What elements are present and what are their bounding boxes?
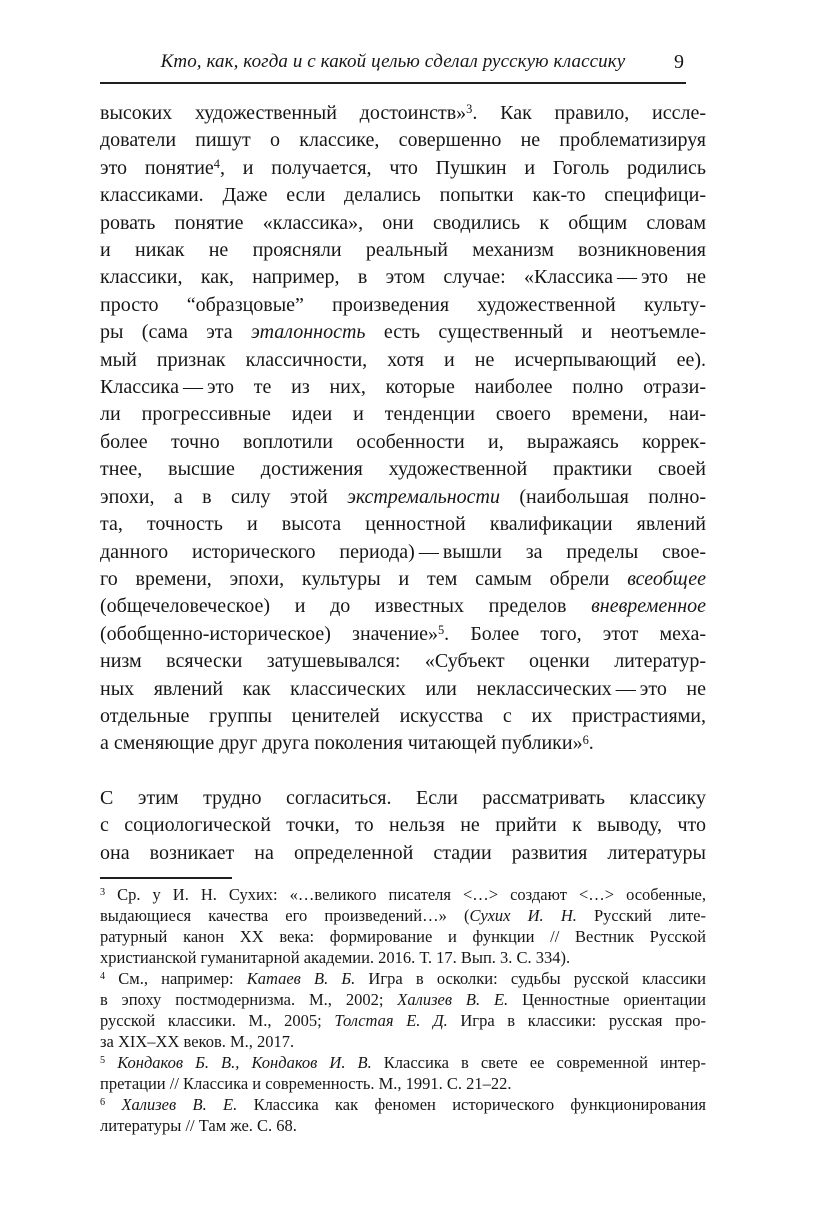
text-segment: за XIX–XX веков. М., 2017.	[100, 1032, 295, 1051]
text-segment	[105, 1095, 121, 1114]
footnote-reference: 5	[100, 1055, 106, 1067]
text-segment: та, точность и высота ценностной квалификации явлений	[100, 513, 706, 536]
emphasis-text: Кондаков Б. В., Кондаков И. В.	[117, 1053, 372, 1072]
text-segment	[105, 1053, 117, 1072]
footnote-reference: 3	[466, 102, 473, 117]
emphasis-text: Хализев В. Е.	[121, 1095, 238, 1114]
body-text-line	[100, 155, 706, 182]
paragraph	[100, 785, 706, 867]
text-segment: низм всячески затушевывался: «Субъект оценки литератур-	[100, 650, 706, 673]
text-segment: претации // Классика и современность. М., 1991. С. 21–22.	[100, 1074, 512, 1093]
body-text-line	[100, 456, 706, 483]
body-text-line	[100, 319, 706, 346]
text-segment: .	[588, 732, 594, 755]
footnote-line	[100, 1031, 706, 1052]
body-text-line	[100, 292, 706, 319]
text-segment: ровать понятие «классика», они сводились к общим словам	[100, 211, 706, 234]
text-segment: христианской гуманитарной академии. 2016. Т. 17. Вып. 3. С. 334).	[100, 948, 571, 967]
body-text-line	[100, 621, 706, 648]
footnote-item	[100, 968, 706, 1052]
footnote-reference: 3	[100, 887, 106, 899]
body-text-line	[100, 593, 706, 620]
emphasis-text: экстремальности	[347, 485, 501, 508]
body-text-line	[100, 127, 706, 154]
text-segment: Ср. у И. Н. Сухих: «…великого писателя <…> создают <…> особенные,	[105, 885, 706, 904]
running-header	[100, 50, 686, 84]
footnote-reference: 6	[100, 1097, 106, 1109]
emphasis-text: Сухих И. Н.	[469, 906, 577, 925]
text-segment: высоких художественный достоинств»	[100, 102, 467, 124]
body-text-line	[100, 703, 706, 730]
body-text-line	[100, 648, 706, 675]
emphasis-text: Катаев В. Б.	[246, 969, 356, 988]
text-segment: ры (сама эта	[100, 321, 252, 344]
footnote-reference: 6	[582, 732, 589, 747]
page-number: 9	[674, 51, 684, 73]
body-text-line	[100, 429, 706, 456]
footnote-list	[100, 884, 706, 1136]
body-text-line	[100, 182, 706, 209]
body-text-line	[100, 100, 706, 127]
emphasis-text: эталонность	[251, 321, 366, 344]
text-segment: ных явлений как классических или неклассических — это не	[100, 677, 706, 700]
footnote-separator-rule	[100, 877, 232, 879]
footnote-line	[100, 1073, 706, 1094]
text-segment: (наибольшая полно-	[500, 485, 707, 508]
text-segment: отдельные группы ценителей искусства с их пристрастиями,	[100, 704, 706, 727]
body-text-line	[100, 539, 706, 566]
text-segment: . Более того, этот меха-	[444, 622, 707, 645]
text-segment: Игра в осколки: судьбы русской классики	[355, 969, 706, 988]
text-segment: это понятие	[100, 156, 214, 179]
body-text	[100, 100, 706, 867]
emphasis-text: Хализев В. Е.	[397, 990, 509, 1009]
footnote-reference: 5	[437, 623, 445, 638]
text-segment: данного исторического периода) — вышли за пределы свое-	[100, 540, 706, 563]
body-text-line	[100, 812, 706, 839]
body-text-line	[100, 374, 706, 401]
body-text-line	[100, 566, 706, 593]
text-segment: Классика как феномен исторического функционирования	[237, 1095, 706, 1114]
body-text-line	[100, 511, 706, 538]
footnote-line	[100, 968, 706, 989]
body-text-line	[100, 264, 706, 291]
text-segment: в эпоху постмодернизма. М., 2002;	[100, 990, 398, 1009]
text-segment: (обобщенно-историческое) значение»	[100, 622, 438, 645]
footnote-line	[100, 1010, 706, 1031]
text-segment: с социологической точки, то нельзя не прийти к выводу, что	[100, 814, 706, 837]
running-title: Кто, как, когда и с какой целью сделал русскую классику	[160, 51, 626, 72]
text-segment: литературы // Там же. С. 68.	[100, 1116, 297, 1135]
text-segment: эпохи, а в силу этой	[100, 485, 348, 508]
text-segment: а сменяющие друг друга поколения читающей публики»	[100, 732, 583, 755]
body-text-line	[100, 210, 706, 237]
footnote-line	[100, 1115, 706, 1136]
text-segment: русской классики. М., 2005;	[100, 1011, 335, 1030]
footnote-item	[100, 1094, 706, 1136]
body-text-line	[100, 401, 706, 428]
text-segment: дователи пишут о классике, совершенно не проблематизируя	[100, 129, 706, 152]
footnote-line	[100, 884, 706, 905]
footnotes-section	[100, 877, 706, 1136]
text-segment: классиками. Даже если делались попытки как-то специфици-	[100, 184, 706, 207]
footnote-item	[100, 884, 706, 968]
footnote-line	[100, 1094, 706, 1115]
footnote-line	[100, 905, 706, 926]
text-segment: мый признак классичности, хотя и не исчерпывающий ее).	[100, 348, 706, 371]
text-segment: Ценностные ориентации	[508, 990, 707, 1009]
emphasis-text: Толстая Е. Д.	[334, 1011, 448, 1030]
text-segment: Русский лите-	[576, 906, 707, 925]
text-segment: С этим трудно согласиться. Если рассматривать классику	[100, 786, 706, 809]
text-segment: Игра в классики: русская про-	[447, 1011, 706, 1030]
body-text-line	[100, 347, 706, 374]
text-segment: есть существенный и неотъемле-	[365, 321, 706, 344]
text-segment: . Как правило, иссле-	[472, 102, 706, 124]
emphasis-text: всеобщее	[627, 567, 706, 590]
text-segment: классики, как, например, в этом случае: «Классика — это не	[100, 266, 706, 289]
text-segment: выдающиеся качества его произведений…» (	[100, 906, 470, 925]
text-segment: ратурный канон XX века: формирование и функции // Вестник Русской	[100, 927, 706, 946]
body-text-line	[100, 676, 706, 703]
text-segment: (общечеловеческое) и до известных пределов	[100, 595, 592, 618]
text-segment: она возникает на определенной стадии развития литературы	[100, 841, 706, 864]
text-segment: Классика — это те из них, которые наиболее полно отрази-	[100, 376, 706, 399]
text-segment: тнее, высшие достижения художественной практики своей	[100, 458, 706, 481]
footnote-reference: 4	[213, 157, 220, 172]
text-segment: просто “образцовые” произведения художественной культу-	[100, 293, 706, 316]
text-segment: и никак не проясняли реальный механизм возникновения	[100, 239, 706, 262]
text-segment: См., например:	[105, 969, 247, 988]
text-segment: го времени, эпохи, культуры и тем самым обрели	[100, 567, 628, 590]
footnote-line	[100, 947, 706, 968]
body-text-line	[100, 840, 706, 867]
body-text-line	[100, 484, 706, 511]
footnote-line	[100, 1052, 706, 1073]
footnote-reference: 4	[100, 971, 106, 983]
footnote-line	[100, 926, 706, 947]
text-segment: Классика в свете ее современной интер-	[371, 1053, 706, 1072]
footnote-line	[100, 989, 706, 1010]
text-segment: более точно воплотили особенности и, выражаясь коррек-	[100, 430, 706, 453]
footnote-item	[100, 1052, 706, 1094]
text-segment: ли прогрессивные идеи и тенденции своего времени, наи-	[100, 403, 706, 426]
body-text-line	[100, 237, 706, 264]
body-text-line	[100, 785, 706, 812]
text-segment: , и получается, что Пушкин и Гоголь родились	[219, 156, 706, 179]
paragraph	[100, 100, 706, 758]
emphasis-text: вневременное	[591, 595, 706, 618]
body-text-line	[100, 730, 706, 757]
